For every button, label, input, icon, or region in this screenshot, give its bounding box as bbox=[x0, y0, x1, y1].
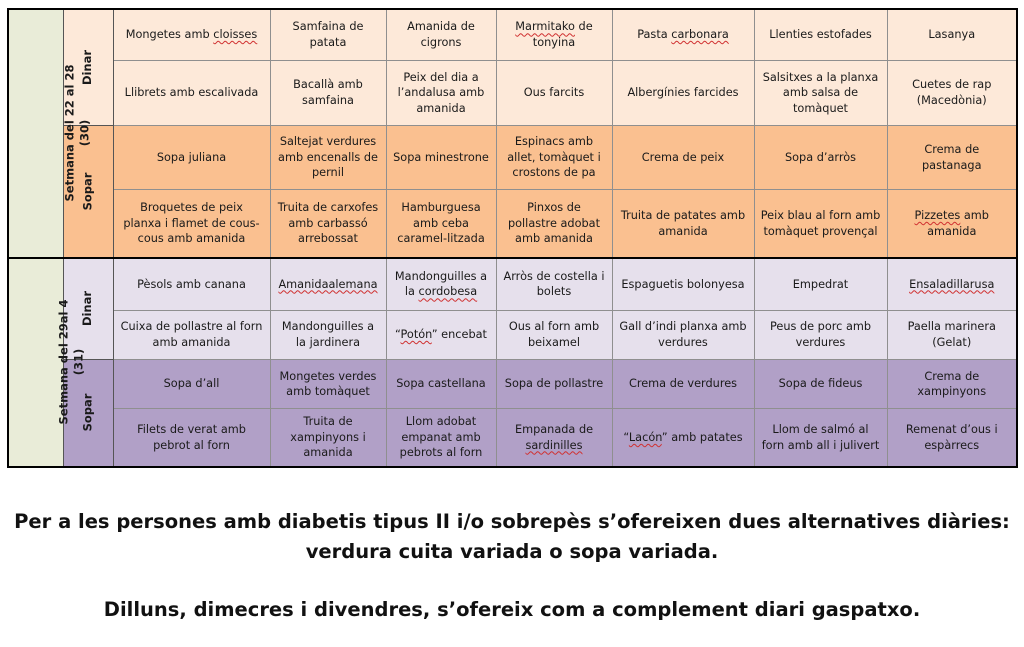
menu-cell: Llom de salmó al forn amb all i julivert bbox=[754, 409, 887, 467]
menu-cell: Bacallà amb samfaina bbox=[270, 60, 386, 125]
menu-cell: Empedrat bbox=[754, 258, 887, 310]
menu-cell: Sopa juliana bbox=[113, 126, 270, 190]
menu-cell: Truita de patates amb amanida bbox=[612, 190, 754, 258]
table-row bbox=[8, 60, 1017, 125]
menu-cell: Ous farcits bbox=[496, 60, 612, 125]
week-label: Setmana del 22 al 28 (30) bbox=[8, 9, 63, 258]
menu-cell: Sopa d’all bbox=[113, 359, 270, 408]
table-row bbox=[8, 190, 1017, 258]
menu-cell: Samfaina de patata bbox=[270, 9, 386, 60]
menu-cell: Mongetes amb cloisses bbox=[113, 9, 270, 60]
menu-cell: Sopa de fideus bbox=[754, 359, 887, 408]
menu-cell: Peix blau al forn amb tomàquet provençal bbox=[754, 190, 887, 258]
menu-cell: Crema de verdures bbox=[612, 359, 754, 408]
menu-cell: Ous al forn amb beixamel bbox=[496, 310, 612, 359]
menu-cell: Marmitako de tonyina bbox=[496, 9, 612, 60]
menu-cell: Sopa castellana bbox=[386, 359, 496, 408]
menu-cell: Remenat d’ous i espàrrecs bbox=[887, 409, 1017, 467]
menu-cell: Truita de carxofes amb carbassó arrebossat bbox=[270, 190, 386, 258]
menu-cell: Saltejat verdures amb encenalls de pernil bbox=[270, 126, 386, 190]
menu-cell: Peus de porc amb verdures bbox=[754, 310, 887, 359]
menu-cell: Hamburguesa amb ceba caramel-litzada bbox=[386, 190, 496, 258]
menu-cell: Crema de pastanaga bbox=[887, 126, 1017, 190]
menu-cell: Cuixa de pollastre al forn amb amanida bbox=[113, 310, 270, 359]
menu-cell: Espaguetis bolonyesa bbox=[612, 258, 754, 310]
menu-cell: Broquetes de peix planxa i flamet de cous-cous amb amanida bbox=[113, 190, 270, 258]
table-row bbox=[8, 310, 1017, 359]
menu-cell: Truita de xampinyons i amanida bbox=[270, 409, 386, 467]
meal-label-lunch: Dinar bbox=[63, 9, 113, 126]
menu-cell: Llibrets amb escalivada bbox=[113, 60, 270, 125]
table-row bbox=[8, 126, 1017, 190]
menu-cell: Crema de peix bbox=[612, 126, 754, 190]
gazpacho-note: Dilluns, dimecres i divendres, s’ofereix com a complement diari gaspatxo. bbox=[103, 598, 921, 621]
menu-cell: Empanada de sardinilles bbox=[496, 409, 612, 467]
menu-cell: Arròs de costella i bolets bbox=[496, 258, 612, 310]
menu-cell: Amanidaalemana bbox=[270, 258, 386, 310]
meal-label-dinner: Sopar bbox=[63, 359, 113, 467]
menu-cell: Pèsols amb canana bbox=[113, 258, 270, 310]
menu-cell: Mongetes verdes amb tomàquet bbox=[270, 359, 386, 408]
menu-cell: Espinacs amb allet, tomàquet i crostons de pa bbox=[496, 126, 612, 190]
meal-label-lunch: Dinar bbox=[63, 258, 113, 359]
menu-cell: Mandonguilles a la cordobesa bbox=[386, 258, 496, 310]
menu-cell: Gall d’indi planxa amb verdures bbox=[612, 310, 754, 359]
menu-cell: Pinxos de pollastre adobat amb amanida bbox=[496, 190, 612, 258]
menu-cell: Paella marinera (Gelat) bbox=[887, 310, 1017, 359]
menu-cell: Llom adobat empanat amb pebrots al forn bbox=[386, 409, 496, 467]
menu-cell: Sopa minestrone bbox=[386, 126, 496, 190]
menu-cell: Ensaladillarusa bbox=[887, 258, 1017, 310]
menu-cell: Cuetes de rap (Macedònia) bbox=[887, 60, 1017, 125]
menu-cell: Sopa de pollastre bbox=[496, 359, 612, 408]
menu-cell: “Potón” encebat bbox=[386, 310, 496, 359]
weekly-menu-table bbox=[7, 8, 1018, 468]
menu-cell: Crema de xampinyons bbox=[887, 359, 1017, 408]
menu-cell: “Lacón” amb patates bbox=[612, 409, 754, 467]
week-label: Setmana del 29al 4 (31) bbox=[8, 258, 63, 467]
menu-cell: Albergínies farcides bbox=[612, 60, 754, 125]
menu-cell: Llenties estofades bbox=[754, 9, 887, 60]
menu-cell: Mandonguilles a la jardinera bbox=[270, 310, 386, 359]
meal-label-dinner: Sopar bbox=[63, 126, 113, 259]
menu-cell: Sopa d’arròs bbox=[754, 126, 887, 190]
menu-cell: Amanida de cigrons bbox=[386, 9, 496, 60]
table-row bbox=[8, 409, 1017, 467]
table-row bbox=[8, 258, 1017, 310]
table-row bbox=[8, 359, 1017, 408]
menu-cell: Peix del dia a l’andalusa amb amanida bbox=[386, 60, 496, 125]
table-row bbox=[8, 9, 1017, 60]
menu-cell: Filets de verat amb pebrot al forn bbox=[113, 409, 270, 467]
menu-cell: Pasta carbonara bbox=[612, 9, 754, 60]
menu-cell: Pizzetes amb amanida bbox=[887, 190, 1017, 258]
diabetes-note: Per a les persones amb diabetis tipus II i/o sobrepès s’ofereixen dues alternatives diàries: verdura cuita variada o sopa variada. bbox=[14, 510, 1010, 563]
menu-cell: Salsitxes a la planxa amb salsa de tomàquet bbox=[754, 60, 887, 125]
menu-cell: Lasanya bbox=[887, 9, 1017, 60]
